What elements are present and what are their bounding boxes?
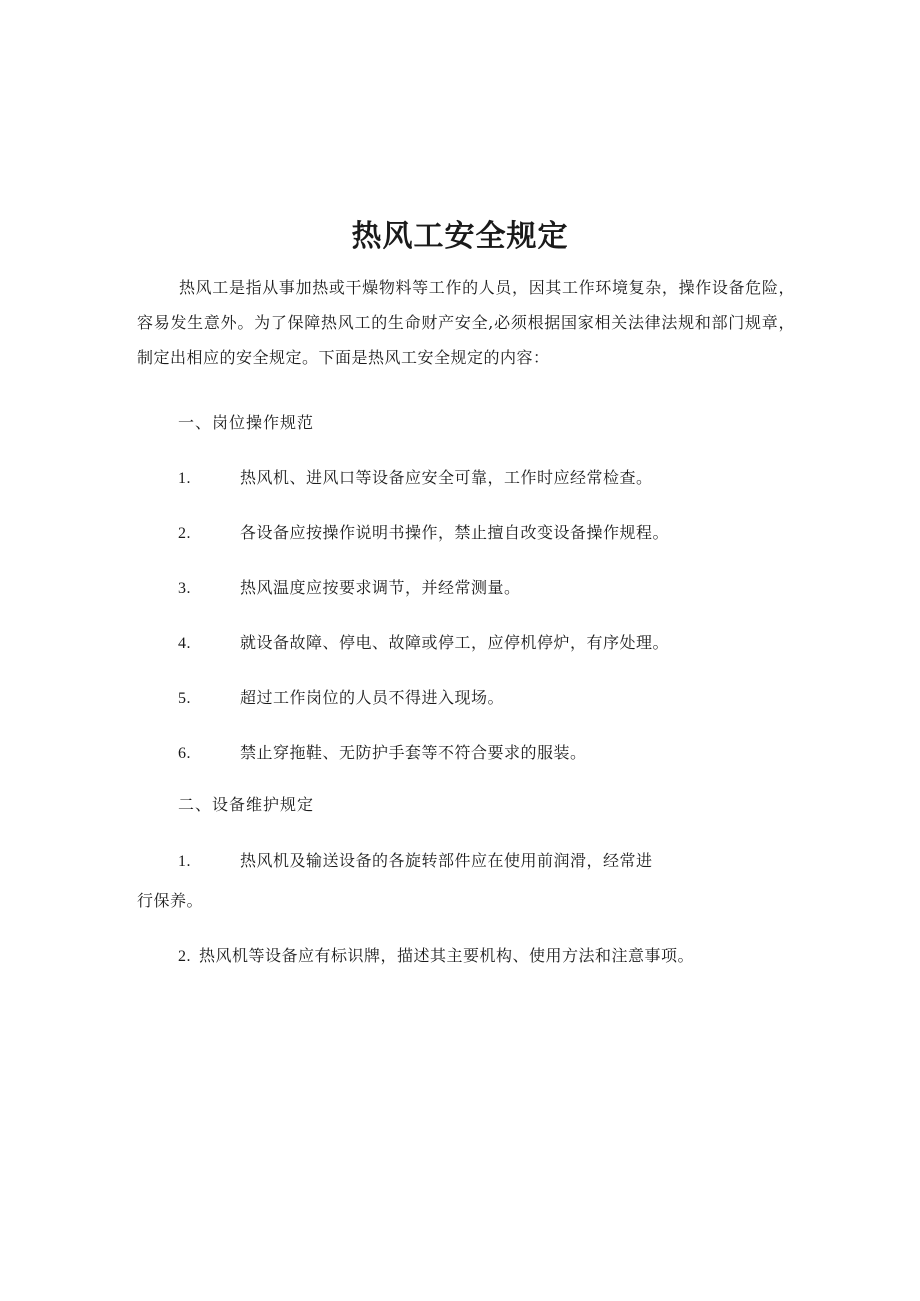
item-text: 就设备故障、停电、故障或停工，应停机停炉，有序处理。 xyxy=(240,633,670,652)
list-item xyxy=(178,738,587,769)
list-item xyxy=(178,846,653,877)
item-text: 热风温度应按要求调节，并经常测量。 xyxy=(240,578,521,597)
item-number: 3. xyxy=(178,580,191,597)
item-text: 各设备应按操作说明书操作，禁止擅自改变设备操作规程。 xyxy=(240,523,670,542)
section-heading-2: 二、设备维护规定 xyxy=(178,795,315,814)
item-number: 2. xyxy=(178,948,191,965)
item-number: 1. xyxy=(178,470,191,487)
intro-paragraph: 热风工是指从事加热或干燥物料等工作的人员，因其工作环境复杂，操作设备危险，容易发生意外。为了保障热风工的生命财产安全,必须根据国家相关法律法规和部门规章，制定出相应的安全规定。下面是热风工安全规定的内容： xyxy=(137,278,795,367)
item-number: 4. xyxy=(178,635,191,652)
list-item xyxy=(178,573,521,604)
item-text: 热风机等设备应有标识牌，描述其主要机构、使用方法和注意事项。 xyxy=(199,946,695,965)
list-item xyxy=(178,518,669,549)
item-number: 1. xyxy=(178,853,191,870)
list-item xyxy=(178,683,504,714)
section-heading-1: 一、岗位操作规范 xyxy=(178,413,315,432)
item-text-continuation: 行保养。 xyxy=(137,891,204,910)
list-item xyxy=(178,628,669,659)
item-text: 热风机及输送设备的各旋转部件应在使用前润滑，经常进 xyxy=(240,851,653,870)
item-text: 超过工作岗位的人员不得进入现场。 xyxy=(240,688,505,707)
list-item xyxy=(178,941,694,972)
item-text: 禁止穿拖鞋、无防护手套等不符合要求的服装。 xyxy=(240,743,587,762)
item-text: 热风机、进风口等设备应安全可靠，工作时应经常检查。 xyxy=(240,468,653,487)
item-number: 5. xyxy=(178,690,191,707)
list-item xyxy=(178,463,653,494)
item-number: 2. xyxy=(178,525,191,542)
document-title: 热风工安全规定 xyxy=(351,219,569,254)
item-number: 6. xyxy=(178,745,191,762)
